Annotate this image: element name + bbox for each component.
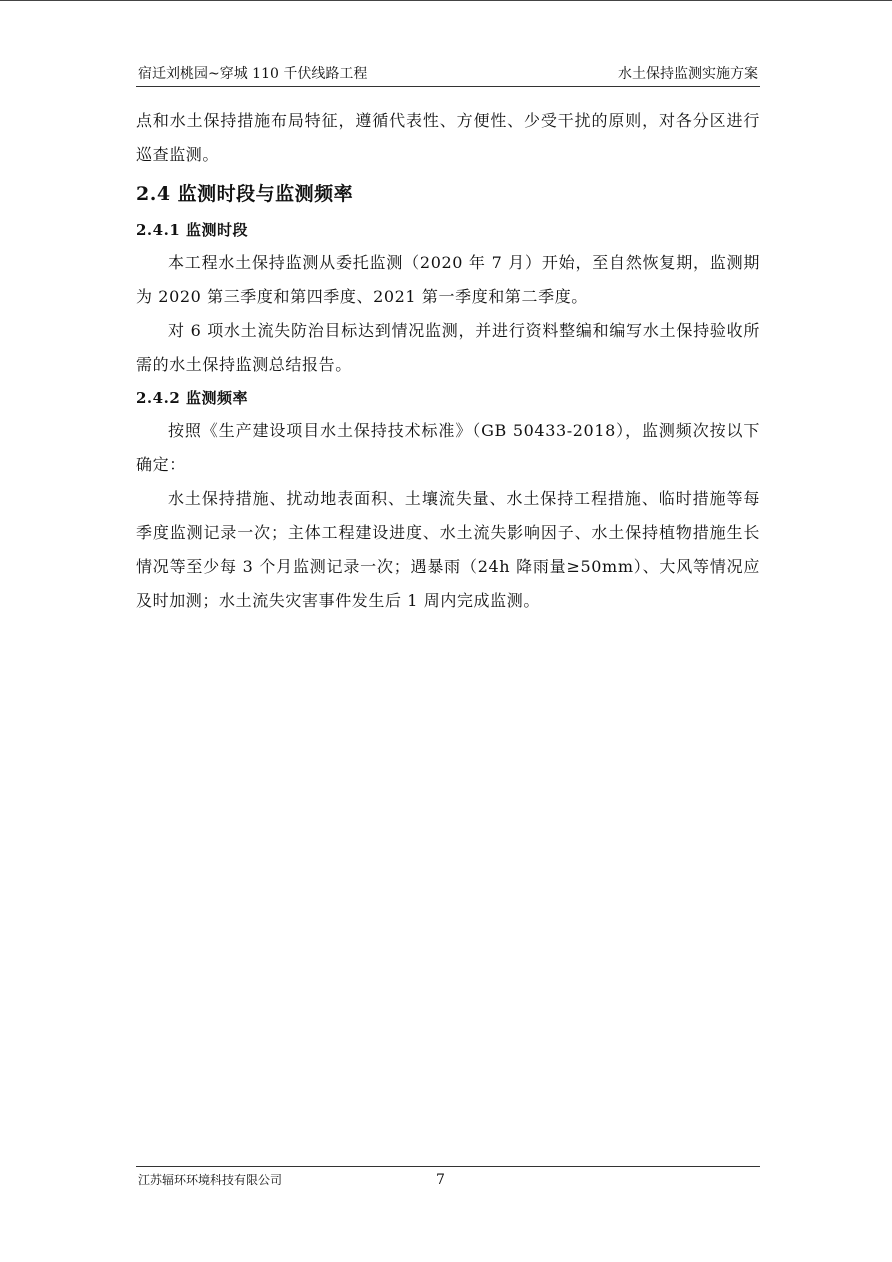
footer-company: 江苏辐环环境科技有限公司 [138,1173,283,1187]
page-header [136,62,760,87]
section-heading-2-4: 2.4 监测时段与监测频率 [136,183,354,205]
paragraph-monitoring-period: 本工程水土保持监测从委托监测（2020 年 7 月）开始，至自然恢复期，监测期为 2020 第三季度和第四季度、2021 第一季度和第二季度。 [136,253,760,306]
page-top-border [0,0,892,1]
paragraph-continued: 点和水土保持措施布局特征，遵循代表性、方便性、少受干扰的原则，对各分区进行巡查监测。 [136,111,760,164]
subsection-heading-2-4-1: 2.4.1 监测时段 [136,221,248,239]
page-number: 7 [436,1172,445,1188]
page-footer [136,1166,760,1193]
paragraph-monitoring-frequency: 水土保持措施、扰动地表面积、土壤流失量、水土保持工程措施、临时措施等每季度监测记录一次；主体工程建设进度、水土流失影响因子、水土保持植物措施生长情况等至少每 3 个月监测记录一次；遇暴雨（24h 降雨量≥50mm）、大风等情况应及时加测；水土流失灾害事件发生后 1 周内完成监测。 [136,489,760,610]
subsection-heading-2-4-2: 2.4.2 监测频率 [136,389,248,407]
paragraph-standard-reference: 按照《生产建设项目水土保持技术标准》（GB 50433-2018），监测频次按以下确定： [136,421,760,474]
paragraph-monitoring-targets: 对 6 项水土流失防治目标达到情况监测，并进行资料整编和编写水土保持验收所需的水土保持监测总结报告。 [136,321,760,374]
header-project-title: 宿迁刘桃园~穿城 110 千伏线路工程 [138,66,368,82]
header-document-title: 水土保持监测实施方案 [618,66,758,82]
page-content [136,104,760,618]
